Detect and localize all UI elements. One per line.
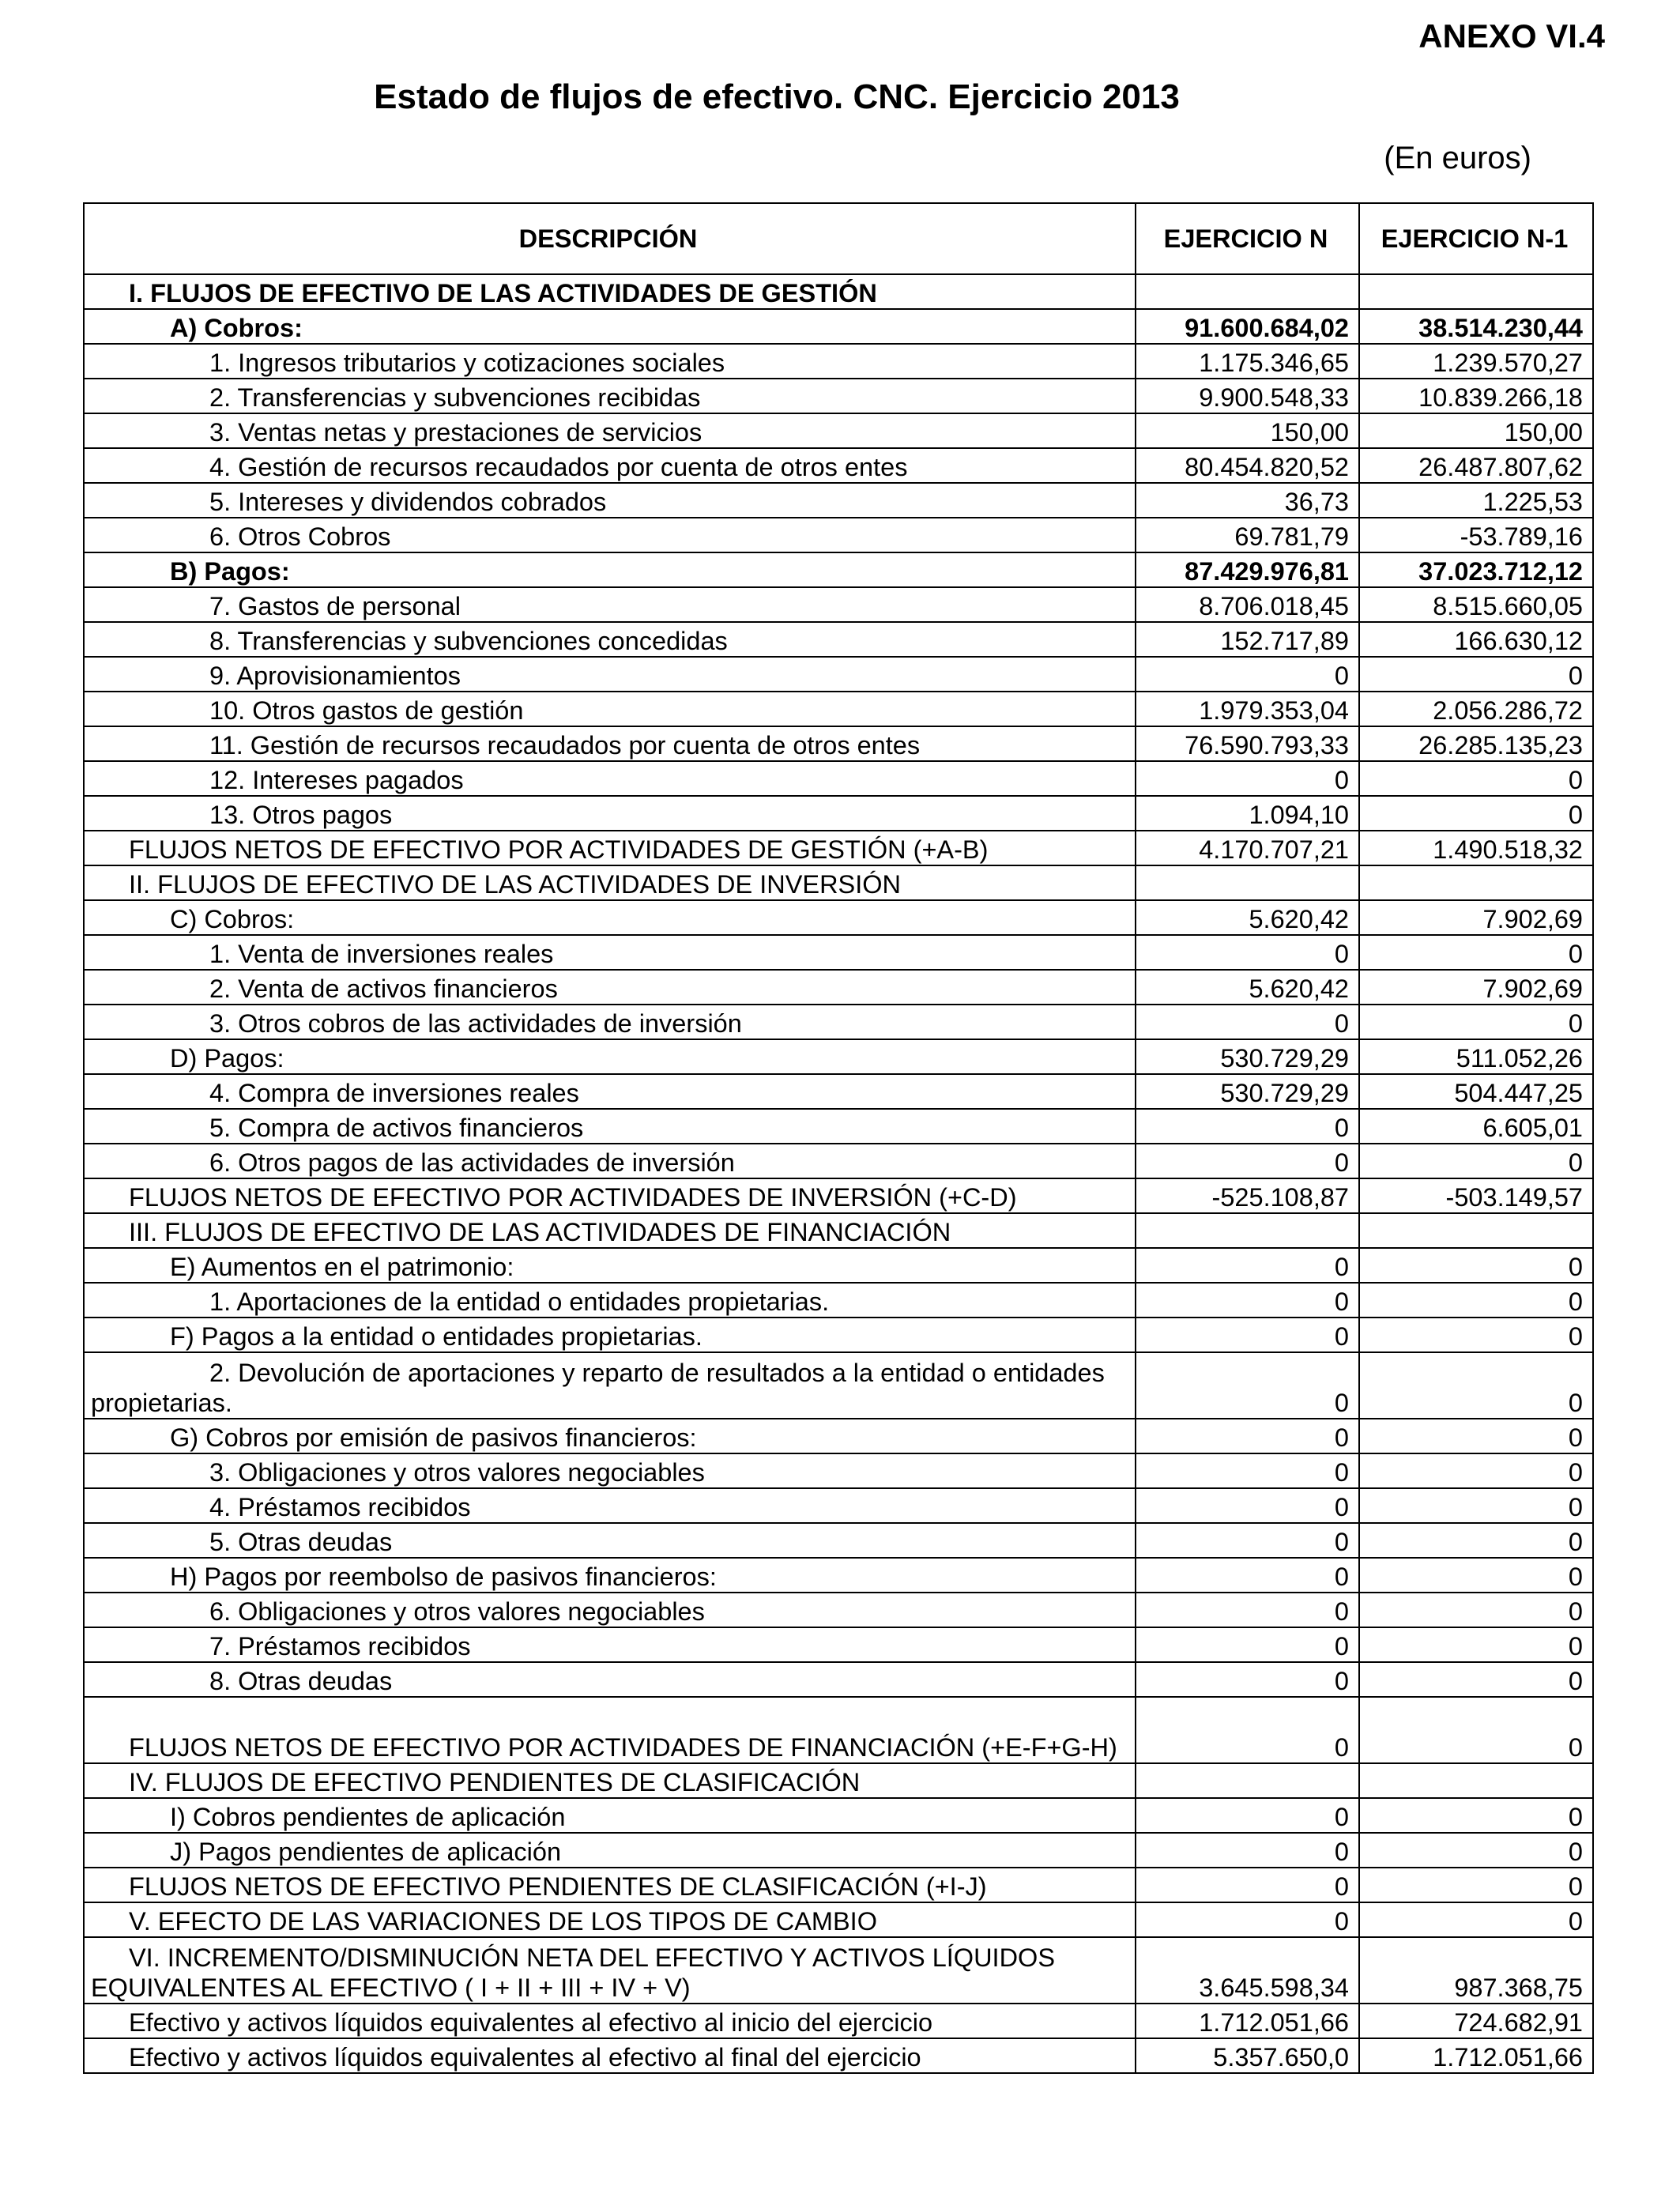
row-description: Efectivo y activos líquidos equivalentes al efectivo al final del ejercicio	[84, 2038, 1136, 2073]
row-value-year-n-1: 0	[1359, 1419, 1593, 1453]
table-row	[84, 309, 1593, 344]
row-value-year-n: 0	[1136, 1593, 1359, 1627]
table-row	[84, 935, 1593, 970]
table-row	[84, 448, 1593, 483]
row-value-year-n-1	[1359, 274, 1593, 309]
row-value-year-n-1: 724.682,91	[1359, 2004, 1593, 2038]
row-value-year-n-1: 166.630,12	[1359, 622, 1593, 657]
row-value-year-n: 0	[1136, 1662, 1359, 1697]
table-row	[84, 2038, 1593, 2073]
row-value-year-n-1: 2.056.286,72	[1359, 692, 1593, 726]
row-description: I) Cobros pendientes de aplicación	[84, 1798, 1136, 1833]
row-description: VI. INCREMENTO/DISMINUCIÓN NETA DEL EFECTIVO Y ACTIVOS LÍQUIDOS EQUIVALENTES AL EFECTIVO ( I + II + III + IV + V)	[84, 1937, 1136, 2004]
row-value-year-n: 76.590.793,33	[1136, 726, 1359, 761]
row-value-year-n: 0	[1136, 1248, 1359, 1283]
table-row	[84, 1178, 1593, 1213]
row-description: 5. Compra de activos financieros	[84, 1109, 1136, 1144]
row-value-year-n-1: 504.447,25	[1359, 1074, 1593, 1109]
row-value-year-n-1: 0	[1359, 657, 1593, 692]
row-value-year-n: 0	[1136, 1005, 1359, 1039]
row-value-year-n: 152.717,89	[1136, 622, 1359, 657]
row-value-year-n: 0	[1136, 657, 1359, 692]
row-value-year-n: 0	[1136, 1902, 1359, 1937]
table-row	[84, 796, 1593, 831]
row-value-year-n: 1.712.051,66	[1136, 2004, 1359, 2038]
row-value-year-n-1: 10.839.266,18	[1359, 379, 1593, 413]
row-value-year-n-1: 0	[1359, 1283, 1593, 1318]
row-value-year-n-1: 0	[1359, 1144, 1593, 1178]
row-description: 2. Transferencias y subvenciones recibidas	[84, 379, 1136, 413]
row-value-year-n-1: 511.052,26	[1359, 1039, 1593, 1074]
row-value-year-n-1: 1.225,53	[1359, 483, 1593, 518]
row-value-year-n-1: 38.514.230,44	[1359, 309, 1593, 344]
row-description: 12. Intereses pagados	[84, 761, 1136, 796]
row-value-year-n: 1.979.353,04	[1136, 692, 1359, 726]
table-row	[84, 274, 1593, 309]
row-value-year-n	[1136, 1213, 1359, 1248]
row-value-year-n-1: 7.902,69	[1359, 900, 1593, 935]
table-row	[84, 1453, 1593, 1488]
row-value-year-n	[1136, 865, 1359, 900]
table-row	[84, 865, 1593, 900]
row-description: 9. Aprovisionamientos	[84, 657, 1136, 692]
table-row	[84, 552, 1593, 587]
table-row	[84, 518, 1593, 552]
row-description: I. FLUJOS DE EFECTIVO DE LAS ACTIVIDADES DE GESTIÓN	[84, 274, 1136, 309]
row-value-year-n: 0	[1136, 1318, 1359, 1352]
row-value-year-n: 87.429.976,81	[1136, 552, 1359, 587]
row-description: FLUJOS NETOS DE EFECTIVO POR ACTIVIDADES DE GESTIÓN (+A-B)	[84, 831, 1136, 865]
row-value-year-n: 0	[1136, 1283, 1359, 1318]
table-row	[84, 1627, 1593, 1662]
row-description: III. FLUJOS DE EFECTIVO DE LAS ACTIVIDADES DE FINANCIACIÓN	[84, 1213, 1136, 1248]
column-header-description: DESCRIPCIÓN	[84, 203, 1136, 274]
row-value-year-n-1: 150,00	[1359, 413, 1593, 448]
row-value-year-n: 0	[1136, 1453, 1359, 1488]
row-description: FLUJOS NETOS DE EFECTIVO PENDIENTES DE CLASIFICACIÓN (+I-J)	[84, 1868, 1136, 1902]
row-description: 3. Ventas netas y prestaciones de servicios	[84, 413, 1136, 448]
row-description: 5. Otras deudas	[84, 1523, 1136, 1558]
cash-flow-table	[83, 202, 1594, 2074]
row-description: 6. Otros pagos de las actividades de inversión	[84, 1144, 1136, 1178]
table-header-row	[84, 203, 1593, 274]
table-row	[84, 1419, 1593, 1453]
row-description: 1. Venta de inversiones reales	[84, 935, 1136, 970]
row-value-year-n-1	[1359, 1763, 1593, 1798]
table-row	[84, 1074, 1593, 1109]
row-description: 8. Otras deudas	[84, 1662, 1136, 1697]
row-value-year-n: 0	[1136, 1627, 1359, 1662]
row-value-year-n: 530.729,29	[1136, 1039, 1359, 1074]
row-value-year-n: -525.108,87	[1136, 1178, 1359, 1213]
table-row	[84, 761, 1593, 796]
row-value-year-n-1: 0	[1359, 1488, 1593, 1523]
row-value-year-n: 0	[1136, 1697, 1359, 1763]
row-value-year-n: 0	[1136, 1144, 1359, 1178]
row-value-year-n-1: 0	[1359, 796, 1593, 831]
row-value-year-n-1: -53.789,16	[1359, 518, 1593, 552]
row-value-year-n: 80.454.820,52	[1136, 448, 1359, 483]
row-value-year-n-1: 0	[1359, 1868, 1593, 1902]
row-value-year-n-1: 0	[1359, 1523, 1593, 1558]
row-value-year-n-1: 0	[1359, 1352, 1593, 1419]
row-description: 6. Otros Cobros	[84, 518, 1136, 552]
row-description: A) Cobros:	[84, 309, 1136, 344]
table-row	[84, 1144, 1593, 1178]
row-value-year-n-1: 0	[1359, 1627, 1593, 1662]
table-row	[84, 726, 1593, 761]
row-value-year-n-1: 1.712.051,66	[1359, 2038, 1593, 2073]
row-description: 1. Ingresos tributarios y cotizaciones sociales	[84, 344, 1136, 379]
row-value-year-n: 530.729,29	[1136, 1074, 1359, 1109]
row-value-year-n: 0	[1136, 1523, 1359, 1558]
row-value-year-n: 8.706.018,45	[1136, 587, 1359, 622]
row-description: B) Pagos:	[84, 552, 1136, 587]
row-description: C) Cobros:	[84, 900, 1136, 935]
row-value-year-n: 5.620,42	[1136, 900, 1359, 935]
table-row	[84, 1488, 1593, 1523]
row-value-year-n: 0	[1136, 761, 1359, 796]
row-description: 4. Gestión de recursos recaudados por cuenta de otros entes	[84, 448, 1136, 483]
row-description: E) Aumentos en el patrimonio:	[84, 1248, 1136, 1283]
table-row	[84, 1763, 1593, 1798]
table-row	[84, 1523, 1593, 1558]
table-row	[84, 1902, 1593, 1937]
table-row	[84, 2004, 1593, 2038]
row-value-year-n: 3.645.598,34	[1136, 1937, 1359, 2004]
row-value-year-n-1: 7.902,69	[1359, 970, 1593, 1005]
row-description: 5. Intereses y dividendos cobrados	[84, 483, 1136, 518]
row-value-year-n-1: 0	[1359, 1697, 1593, 1763]
row-description: 3. Obligaciones y otros valores negociables	[84, 1453, 1136, 1488]
row-value-year-n: 0	[1136, 1798, 1359, 1833]
annex-label: ANEXO VI.4	[1418, 17, 1605, 55]
table-row	[84, 622, 1593, 657]
row-description: 7. Préstamos recibidos	[84, 1627, 1136, 1662]
row-value-year-n-1: 0	[1359, 1558, 1593, 1593]
table-row	[84, 1352, 1593, 1419]
table-row	[84, 1213, 1593, 1248]
row-value-year-n: 1.094,10	[1136, 796, 1359, 831]
row-value-year-n: 1.175.346,65	[1136, 344, 1359, 379]
row-description: FLUJOS NETOS DE EFECTIVO POR ACTIVIDADES DE FINANCIACIÓN (+E-F+G-H)	[84, 1697, 1136, 1763]
table-row	[84, 970, 1593, 1005]
row-description: 2. Devolución de aportaciones y reparto de resultados a la entidad o entidades propietarias.	[84, 1352, 1136, 1419]
table-row	[84, 831, 1593, 865]
row-value-year-n-1: 0	[1359, 1248, 1593, 1283]
row-value-year-n-1: 0	[1359, 1005, 1593, 1039]
row-description: H) Pagos por reembolso de pasivos financieros:	[84, 1558, 1136, 1593]
row-description: J) Pagos pendientes de aplicación	[84, 1833, 1136, 1868]
table-row	[84, 379, 1593, 413]
row-description: 4. Préstamos recibidos	[84, 1488, 1136, 1523]
table-row	[84, 1593, 1593, 1627]
row-description: 8. Transferencias y subvenciones concedidas	[84, 622, 1136, 657]
row-description: G) Cobros por emisión de pasivos financieros:	[84, 1419, 1136, 1453]
table-row	[84, 1833, 1593, 1868]
row-value-year-n: 0	[1136, 1109, 1359, 1144]
table-row	[84, 344, 1593, 379]
row-value-year-n-1: 0	[1359, 761, 1593, 796]
row-value-year-n-1: 6.605,01	[1359, 1109, 1593, 1144]
row-value-year-n: 5.620,42	[1136, 970, 1359, 1005]
row-value-year-n: 0	[1136, 1419, 1359, 1453]
row-value-year-n: 0	[1136, 1558, 1359, 1593]
row-description: 3. Otros cobros de las actividades de inversión	[84, 1005, 1136, 1039]
table-row	[84, 1558, 1593, 1593]
row-value-year-n: 0	[1136, 1868, 1359, 1902]
table-row	[84, 1283, 1593, 1318]
row-value-year-n-1: 0	[1359, 1453, 1593, 1488]
table-row	[84, 1318, 1593, 1352]
row-description: FLUJOS NETOS DE EFECTIVO POR ACTIVIDADES DE INVERSIÓN (+C-D)	[84, 1178, 1136, 1213]
row-description: 1. Aportaciones de la entidad o entidades propietarias.	[84, 1283, 1136, 1318]
row-value-year-n-1: 0	[1359, 935, 1593, 970]
table-row	[84, 1109, 1593, 1144]
table-row	[84, 1005, 1593, 1039]
table-row	[84, 1697, 1593, 1763]
row-description: 13. Otros pagos	[84, 796, 1136, 831]
row-description: IV. FLUJOS DE EFECTIVO PENDIENTES DE CLASIFICACIÓN	[84, 1763, 1136, 1798]
row-value-year-n-1: 26.487.807,62	[1359, 448, 1593, 483]
row-description: V. EFECTO DE LAS VARIACIONES DE LOS TIPOS DE CAMBIO	[84, 1902, 1136, 1937]
row-description: 6. Obligaciones y otros valores negociables	[84, 1593, 1136, 1627]
row-value-year-n-1: -503.149,57	[1359, 1178, 1593, 1213]
table-row	[84, 1937, 1593, 2004]
row-value-year-n-1: 0	[1359, 1902, 1593, 1937]
row-description: 10. Otros gastos de gestión	[84, 692, 1136, 726]
row-value-year-n-1: 0	[1359, 1318, 1593, 1352]
row-description: Efectivo y activos líquidos equivalentes al efectivo al inicio del ejercicio	[84, 2004, 1136, 2038]
row-value-year-n-1: 0	[1359, 1662, 1593, 1697]
units-label: (En euros)	[1384, 141, 1531, 175]
row-value-year-n: 0	[1136, 1352, 1359, 1419]
row-value-year-n: 0	[1136, 1488, 1359, 1523]
row-value-year-n: 0	[1136, 1833, 1359, 1868]
row-value-year-n-1: 1.239.570,27	[1359, 344, 1593, 379]
row-value-year-n: 36,73	[1136, 483, 1359, 518]
row-value-year-n-1	[1359, 865, 1593, 900]
row-value-year-n: 4.170.707,21	[1136, 831, 1359, 865]
row-description: 4. Compra de inversiones reales	[84, 1074, 1136, 1109]
row-value-year-n: 9.900.548,33	[1136, 379, 1359, 413]
row-value-year-n: 150,00	[1136, 413, 1359, 448]
row-value-year-n-1: 0	[1359, 1593, 1593, 1627]
row-value-year-n-1: 8.515.660,05	[1359, 587, 1593, 622]
row-value-year-n-1: 987.368,75	[1359, 1937, 1593, 2004]
table-row	[84, 413, 1593, 448]
table-row	[84, 1798, 1593, 1833]
column-header-year-n-1: EJERCICIO N-1	[1359, 203, 1593, 274]
table-row	[84, 1248, 1593, 1283]
row-description: D) Pagos:	[84, 1039, 1136, 1074]
row-description: F) Pagos a la entidad o entidades propietarias.	[84, 1318, 1136, 1352]
row-value-year-n-1: 26.285.135,23	[1359, 726, 1593, 761]
row-value-year-n	[1136, 1763, 1359, 1798]
table-row	[84, 1868, 1593, 1902]
row-value-year-n-1: 0	[1359, 1833, 1593, 1868]
page-title: Estado de flujos de efectivo. CNC. Ejercicio 2013	[374, 77, 1180, 116]
column-header-year-n: EJERCICIO N	[1136, 203, 1359, 274]
row-value-year-n: 0	[1136, 935, 1359, 970]
row-value-year-n-1	[1359, 1213, 1593, 1248]
row-value-year-n	[1136, 274, 1359, 309]
table-row	[84, 692, 1593, 726]
row-description: II. FLUJOS DE EFECTIVO DE LAS ACTIVIDADES DE INVERSIÓN	[84, 865, 1136, 900]
row-value-year-n-1: 1.490.518,32	[1359, 831, 1593, 865]
row-value-year-n: 91.600.684,02	[1136, 309, 1359, 344]
table-row	[84, 1662, 1593, 1697]
row-description: 2. Venta de activos financieros	[84, 970, 1136, 1005]
row-value-year-n-1: 0	[1359, 1798, 1593, 1833]
table-row	[84, 587, 1593, 622]
row-value-year-n: 5.357.650,0	[1136, 2038, 1359, 2073]
table-row	[84, 1039, 1593, 1074]
row-value-year-n-1: 37.023.712,12	[1359, 552, 1593, 587]
table-row	[84, 483, 1593, 518]
table-row	[84, 657, 1593, 692]
row-value-year-n: 69.781,79	[1136, 518, 1359, 552]
row-description: 11. Gestión de recursos recaudados por cuenta de otros entes	[84, 726, 1136, 761]
row-description: 7. Gastos de personal	[84, 587, 1136, 622]
table-row	[84, 900, 1593, 935]
